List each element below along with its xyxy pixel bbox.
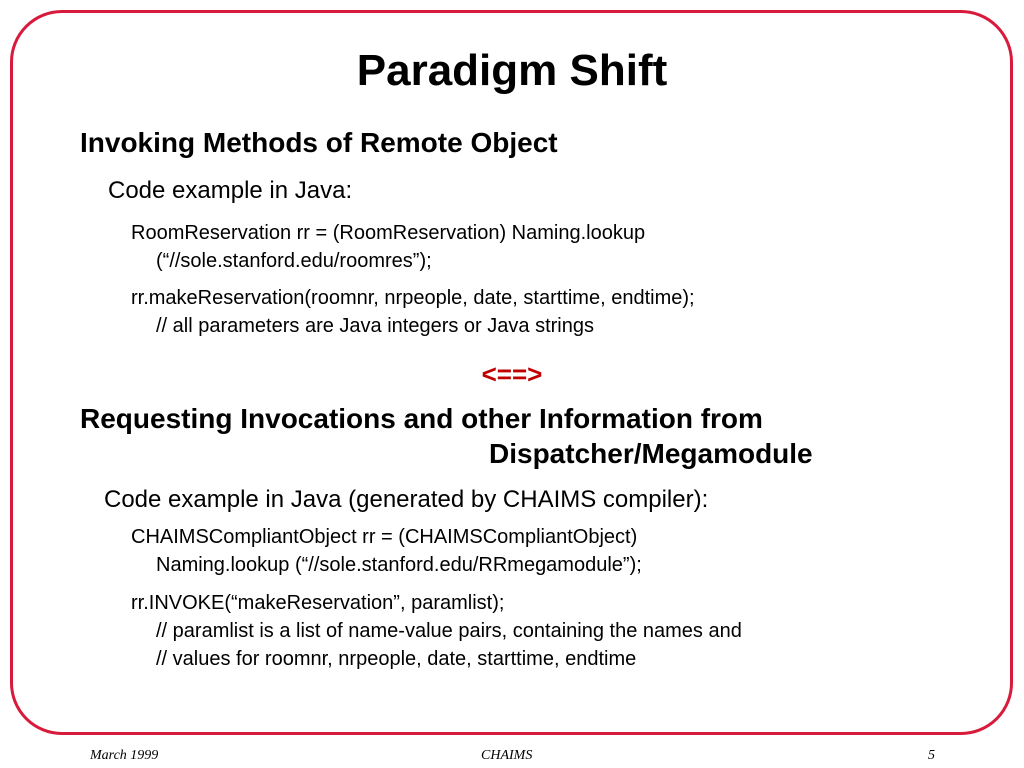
section1-subheading: Code example in Java: bbox=[108, 177, 353, 204]
code-line: // all parameters are Java integers or Java strings bbox=[156, 315, 594, 337]
footer-project: CHAIMS bbox=[481, 748, 533, 763]
equivalence-arrow: <==> bbox=[481, 359, 543, 389]
section1-code-block-2 bbox=[131, 284, 695, 340]
section1-heading: Invoking Methods of Remote Object bbox=[80, 127, 558, 158]
code-line: RoomReservation rr = (RoomReservation) Naming.lookup bbox=[131, 222, 646, 244]
slide-title: Paradigm Shift bbox=[356, 46, 668, 95]
code-line: Naming.lookup (“//sole.stanford.edu/RRmegamodule”); bbox=[156, 554, 642, 576]
code-line: rr.INVOKE(“makeReservation”, paramlist); bbox=[131, 592, 505, 614]
section1-code-block-1 bbox=[131, 219, 645, 275]
footer-page-number: 5 bbox=[928, 748, 935, 763]
code-line: CHAIMSCompliantObject rr = (CHAIMSCompliantObject) bbox=[131, 526, 638, 548]
code-line: (“//sole.stanford.edu/roomres”); bbox=[156, 250, 432, 272]
code-line: // paramlist is a list of name-value pairs, containing the names and bbox=[156, 620, 742, 642]
section2-heading-line1: Requesting Invocations and other Information from bbox=[80, 403, 763, 434]
section2-code-block-2 bbox=[131, 589, 742, 673]
code-line: // values for roomnr, nrpeople, date, starttime, endtime bbox=[156, 648, 637, 670]
footer-date: March 1999 bbox=[90, 748, 159, 763]
section2-code-block-1 bbox=[131, 523, 642, 579]
code-line: rr.makeReservation(roomnr, nrpeople, date, starttime, endtime); bbox=[131, 287, 695, 309]
section2-subheading: Code example in Java (generated by CHAIMS compiler): bbox=[104, 486, 709, 513]
section2-heading-line2: Dispatcher/Megamodule bbox=[489, 438, 813, 469]
